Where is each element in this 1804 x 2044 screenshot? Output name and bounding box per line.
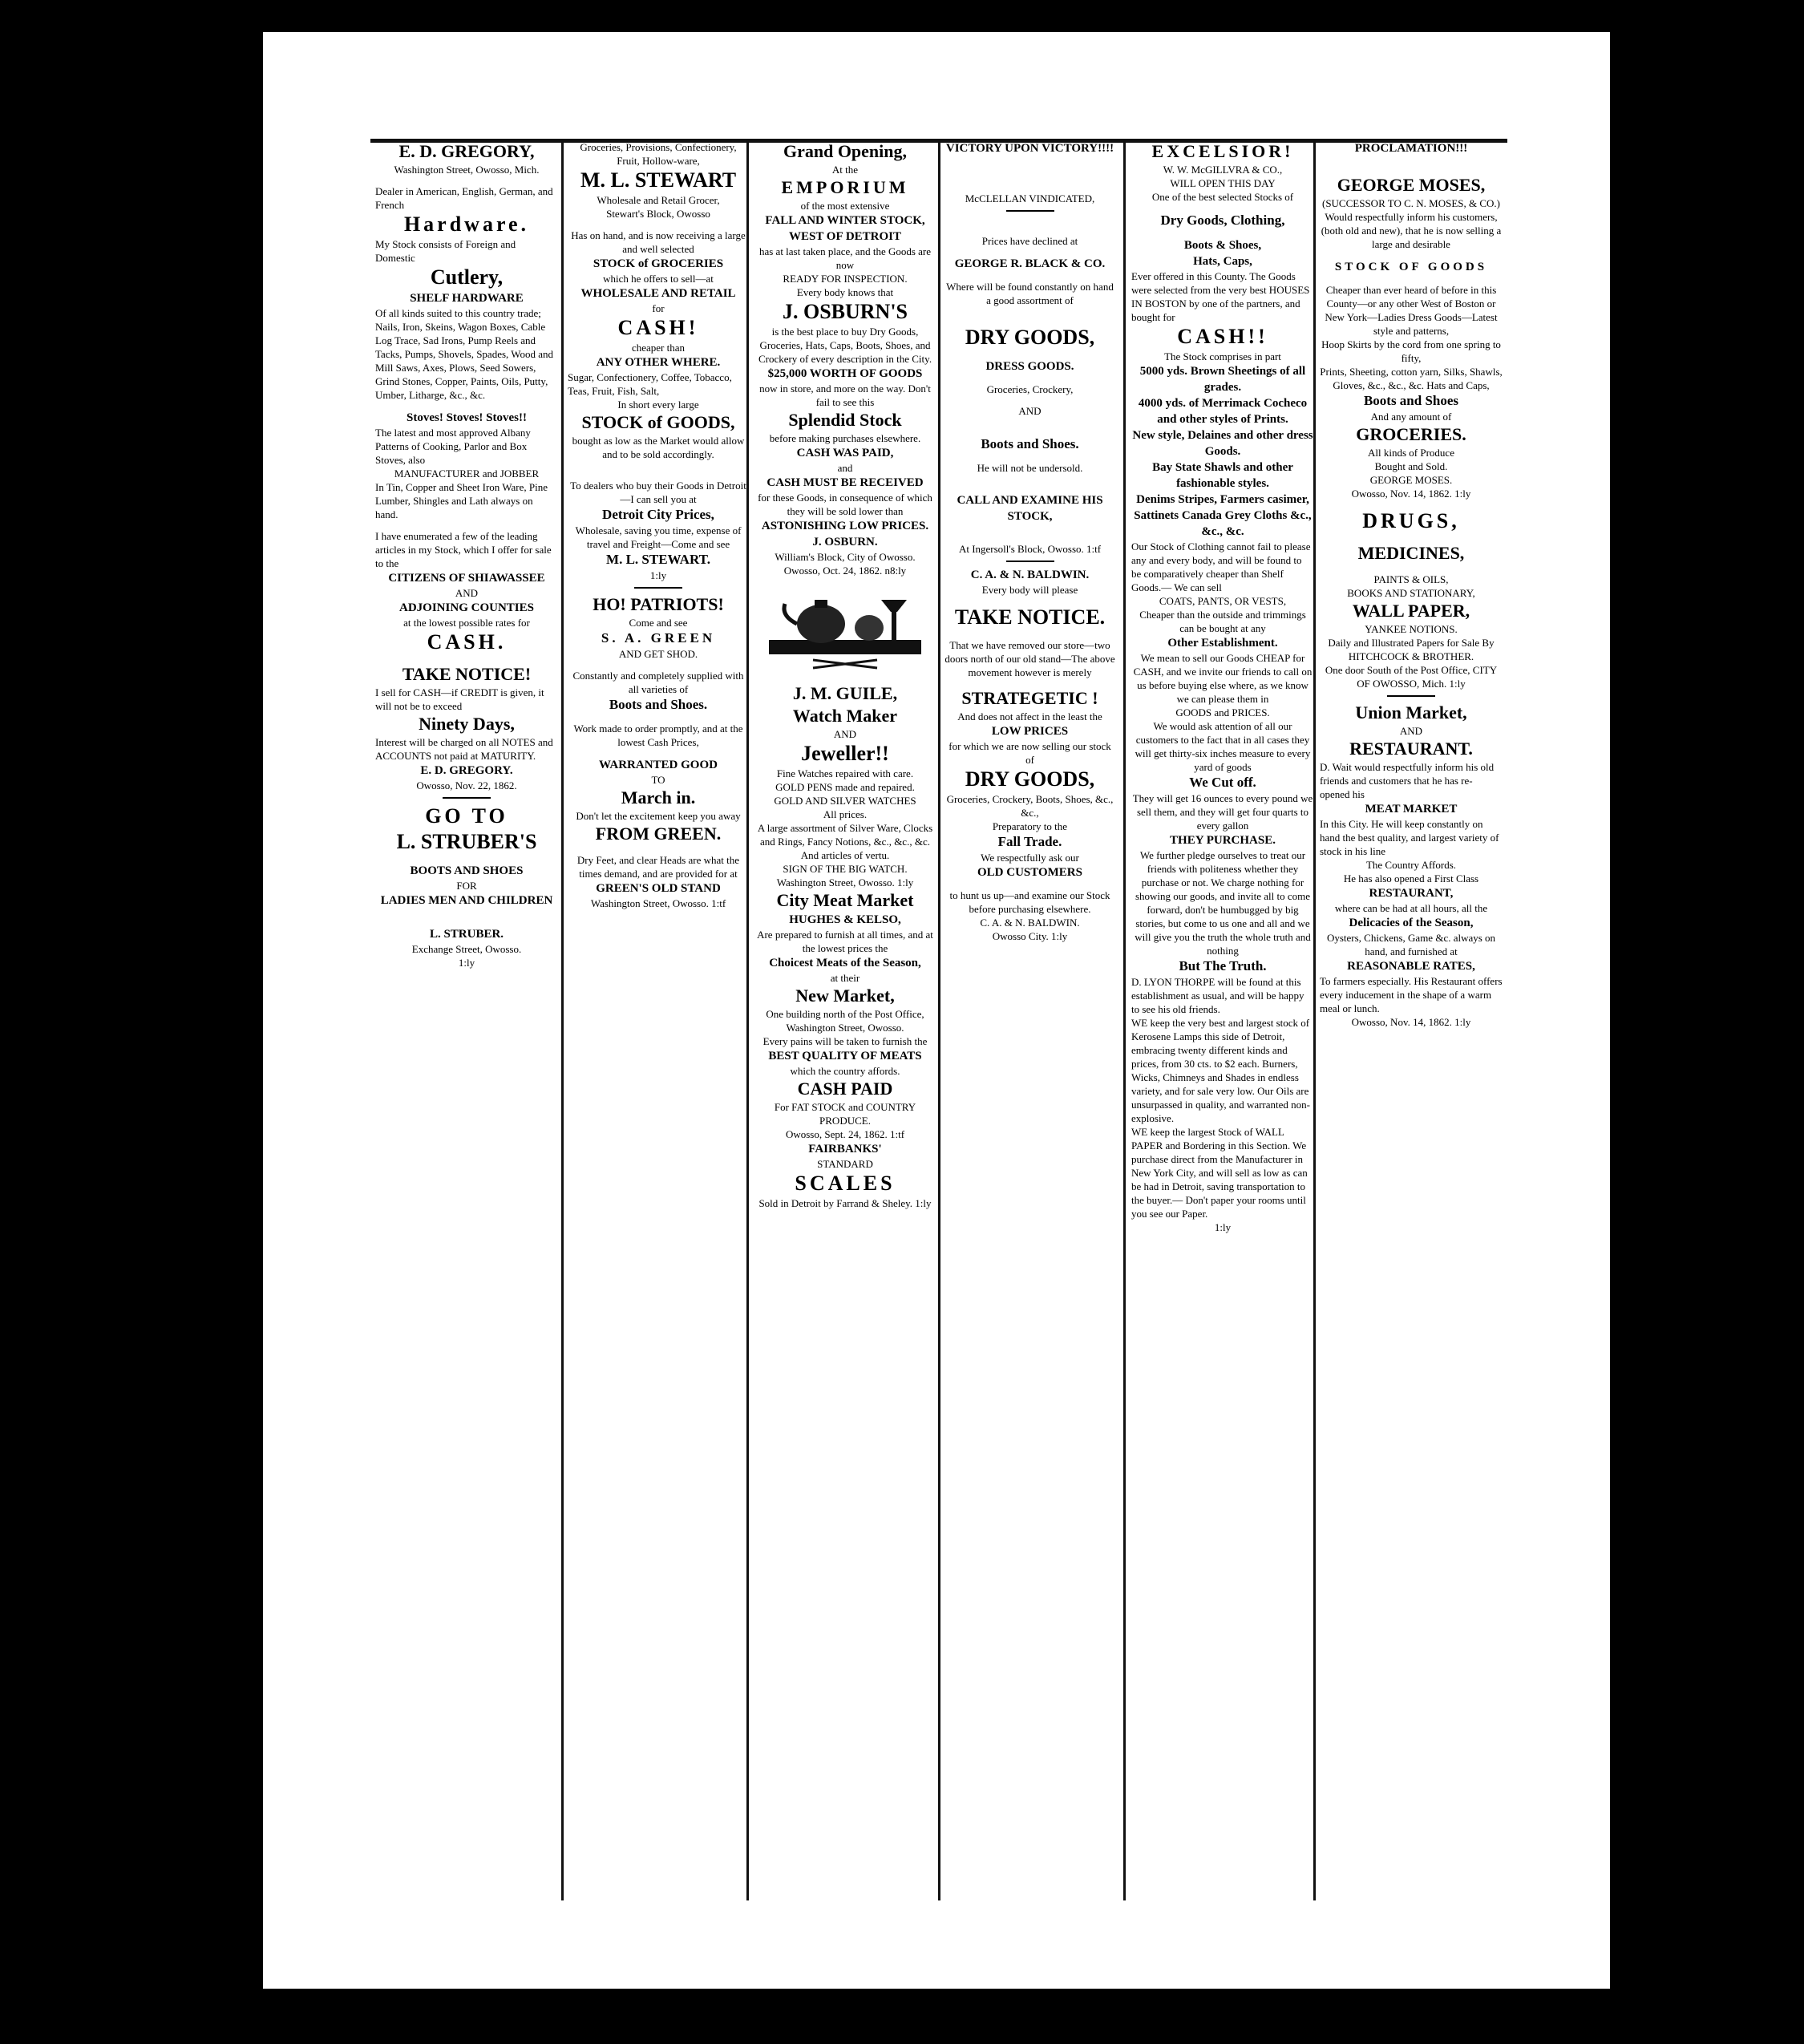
ad-subheading: MEAT MARKET: [1365, 803, 1458, 816]
ad-text: for: [652, 302, 665, 314]
ad-heading: GO TO: [425, 804, 508, 828]
ad-text: Prices have declined at: [981, 235, 1078, 247]
ad-text: of the most extensive: [800, 200, 890, 212]
ad-text: PAINTS & OILS,: [1373, 573, 1449, 585]
ad-title: C. A. & N. BALDWIN.: [970, 569, 1090, 581]
ad-text: Sugar, Confectionery, Coffee, Tobacco, Teas, Fruit, Fish, Salt,: [568, 371, 732, 397]
ad-text: To dealers who buy their Goods in Detroit—I can sell you at: [570, 480, 746, 505]
ad-heading: EXCELSIOR!: [1151, 141, 1294, 161]
ad-text: Are prepared to furnish at all times, and at the lowest prices the: [757, 929, 933, 954]
ad-heading: We Cut off.: [1189, 775, 1256, 790]
ad-heading: WALL PAPER,: [1352, 601, 1470, 621]
ad-text: Where will be found constantly on hand a good assortment of: [946, 281, 1114, 306]
ad-text: which the country affords.: [790, 1065, 900, 1077]
ad-heading: HO! PATRIOTS!: [593, 594, 724, 614]
ad-subheading: LOW PRICES: [991, 725, 1069, 738]
ad-address: Washington Street, Owosso. 1:ly: [776, 876, 914, 888]
ad-heading: MEDICINES,: [1357, 543, 1465, 563]
ad-text: before making purchases elsewhere.: [769, 432, 921, 444]
ad-subheading: New style, Delaines and other dress Goods.: [1132, 429, 1313, 458]
ad-text: Every pains will be taken to furnish the: [762, 1035, 928, 1047]
ad-text: Of all kinds suited to this country trade; Nails, Iron, Skeins, Wagon Boxes, Cable Log Trace, Sad Irons, Pump Reels and Tacks, Pumps, Shovels, Spades, Wood and Mill Saws, Axes, Plows, Seed Sowers, Grind Stones, Copper, Paints, Oils, Putty, Umber, Litharge, &c., &c.: [375, 307, 554, 401]
ad-address: William's Block, City of Owosso.: [775, 551, 916, 563]
ad-text: 1:ly: [458, 957, 475, 969]
ad-text: And articles of vertu.: [800, 849, 890, 861]
ad-text: We mean to sell our Goods CHEAP for CASH, and we invite our friends to call on us before buying else where, as we know we can please them in: [1133, 652, 1313, 705]
ad-subheading: LADIES MEN AND CHILDREN: [380, 894, 553, 907]
ad-subheading: WARRANTED GOOD: [599, 759, 718, 771]
ad-subheading: ANY OTHER WHERE.: [596, 356, 721, 369]
ad-signature: GEORGE MOSES.: [1369, 474, 1453, 486]
ad-text: MANUFACTURER and JOBBER: [394, 467, 540, 480]
ad-text: READY FOR INSPECTION.: [783, 273, 908, 285]
ad-address: Stewart's Block, Owosso: [606, 208, 710, 220]
ad-text: A large assortment of Silver Ware, Clocks and Rings, Fancy Notions, &c., &c., &c.: [757, 822, 933, 848]
ad-text: Don't let the excitement keep you away: [576, 810, 741, 822]
ad-text: SIGN OF THE BIG WATCH.: [783, 863, 908, 875]
ad-text: Cheaper than the outside and trimmings can be bought at any: [1139, 609, 1306, 634]
ad-text: Every body knows that: [796, 286, 894, 298]
ad-subheading: Hats, Caps,: [1193, 255, 1252, 268]
ad-subheading: CASH WAS PAID,: [796, 447, 894, 459]
ad-subheading: Delicacies of the Season,: [1349, 917, 1474, 929]
ad-subheading: RESTAURANT,: [1369, 887, 1454, 900]
ad-text: And does not affect in the least the: [957, 710, 1102, 722]
ad-text: which he offers to sell—at: [603, 273, 714, 285]
ad-heading: VICTORY UPON VICTORY!!!!: [945, 142, 1114, 155]
ad-subheading: DRESS GOODS.: [985, 360, 1074, 373]
ad-text: Wholesale and Retail Grocer,: [597, 194, 720, 206]
ad-heading: SCALES: [795, 1172, 896, 1195]
ad-text: We further pledge ourselves to treat our friends with politeness whether they purchase or not. We charge nothing for showing our goods, and invite all to come forward, don't be humbugged by big stories, but come to us one and all and we will give you the truth the whole truth and nothing: [1135, 849, 1311, 957]
ad-subheading: CALL AND EXAMINE HIS STOCK,: [957, 494, 1103, 523]
ad-text: My Stock consists of Foreign and Domestic: [375, 238, 516, 264]
ad-subheading: CASH MUST BE RECEIVED: [766, 476, 924, 489]
ad-subheading: FALL AND WINTER STOCK,: [765, 214, 925, 227]
ad-text: FOR: [456, 880, 477, 892]
ad-heading: Fall Trade.: [997, 834, 1062, 849]
ad-subheading: THEY PURCHASE.: [1170, 834, 1276, 847]
ad-heading: STRATEGETIC !: [961, 688, 1098, 708]
ad-text: Preparatory to the: [992, 820, 1068, 832]
ad-subheading: Other Establishment.: [1167, 637, 1278, 650]
ad-subheading: REASONABLE RATES,: [1347, 960, 1475, 973]
ad-text: COATS, PANTS, OR VESTS,: [1159, 595, 1287, 607]
ad-text: Interest will be charged on all NOTES and ACCOUNTS not paid at MATURITY.: [375, 736, 553, 762]
ad-text: Every body will please: [981, 584, 1078, 596]
ad-text: In short every large: [617, 399, 699, 411]
ad-heading: Cutlery,: [430, 265, 504, 289]
ad-text: STANDARD: [817, 1158, 873, 1170]
ad-text: AND: [1018, 405, 1042, 417]
ad-heading: Grand Opening,: [783, 141, 908, 161]
ad-address: Exchange Street, Owosso.: [411, 943, 522, 955]
ad-heading: CASH!!: [1177, 325, 1268, 348]
ad-title: E. D. GREGORY,: [398, 141, 535, 161]
ad-text: BOOKS AND STATIONARY,: [1347, 587, 1475, 599]
ad-text: Daily and Illustrated Papers for Sale By: [1328, 637, 1495, 649]
ad-subheading: ADJOINING COUNTIES: [399, 601, 534, 614]
ad-text: and: [837, 462, 853, 474]
ad-title: HITCHCOCK & BROTHER.: [1348, 650, 1474, 662]
ad-subheading: OLD CUSTOMERS: [977, 866, 1082, 879]
teapot-engraving-icon: [765, 584, 925, 672]
ad-heading: GROCERIES.: [1356, 424, 1466, 444]
ad-text: Come and see: [629, 617, 688, 629]
ad-text: 1:ly: [649, 569, 667, 581]
ad-text: for these Goods, in consequence of which they will be sold lower than: [758, 492, 932, 517]
ad-title: J. M. GUILE,: [792, 683, 898, 703]
ad-heading: TAKE NOTICE.: [954, 605, 1106, 629]
ad-text: WE keep the largest Stock of WALL PAPER and Bordering in this Section. We purchase direct from the Manufacturer in New York City, and will sell as low as can be had in Detroit, saving transportation to the buyer.— Don't paper your rooms until you see our Paper.: [1131, 1126, 1308, 1220]
ad-text: Dry Feet, and clear Heads are what the times demand, and are provided for at: [576, 854, 740, 880]
ad-text: AND: [455, 587, 479, 599]
ad-title: City Meat Market: [776, 890, 914, 910]
ad-heading: CASH.: [427, 630, 507, 654]
column-moses: [1315, 140, 1507, 1900]
ad-text: AND: [833, 728, 857, 740]
ad-heading: Watch Maker: [792, 706, 898, 726]
ad-date: Owosso, Oct. 24, 1862. n8:ly: [783, 565, 907, 577]
ad-text: Oysters, Chickens, Game &c. always on hand, and furnished at: [1326, 932, 1496, 957]
ad-text: They will get 16 ounces to every pound we sell them, and they will get four quarts to every gallon: [1132, 792, 1313, 832]
ad-text: I sell for CASH—if CREDIT is given, it will not be to exceed: [375, 686, 544, 712]
ad-subheading: Denims Stripes, Farmers casimer, Sattinets Canada Grey Cloths &c., &c., &c.: [1134, 493, 1312, 538]
ad-text: The Stock comprises in part: [1164, 350, 1281, 362]
ad-title: GEORGE MOSES,: [1337, 175, 1486, 195]
ad-text: 1:ly: [1214, 1221, 1232, 1233]
ad-subheading: Bay State Shawls and other fashionable styles.: [1152, 461, 1293, 490]
ad-heading: New Market,: [795, 986, 895, 1006]
ad-heading: But The Truth.: [1179, 958, 1267, 973]
ad-text: WILL OPEN THIS DAY: [1170, 177, 1276, 189]
ad-heading: STOCK of GOODS,: [581, 412, 735, 432]
ad-text: That we have removed our store—two doors north of our old stand—The above movement however is merely: [944, 639, 1115, 678]
ad-title: Union Market,: [1355, 702, 1467, 722]
ad-text: TO: [651, 774, 665, 786]
ad-heading: Boots and Shoes.: [981, 436, 1079, 451]
ad-text: Sold in Detroit by Farrand & Sheley. 1:ly: [758, 1197, 932, 1209]
ad-title: GEORGE R. BLACK & CO.: [954, 257, 1106, 270]
ad-text: One of the best selected Stocks of: [1151, 191, 1294, 203]
column-rule: [1123, 140, 1126, 1900]
ad-heading: Splendid Stock: [788, 410, 902, 430]
ad-heading: CASH PAID: [797, 1079, 893, 1099]
ad-text: Work made to order promptly, and at the lowest Cash Prices,: [573, 722, 743, 748]
ad-text: at their: [830, 972, 860, 984]
ad-text: GOODS and PRICES.: [1175, 706, 1270, 718]
ad-text: I have enumerated a few of the leading articles in my Stock, which I offer for sale to the: [375, 530, 552, 569]
ad-address: At Ingersoll's Block, Owosso. 1:tf: [958, 543, 1102, 555]
ad-text: (SUCCESSOR TO C. N. MOSES, & CO.): [1321, 197, 1500, 209]
ad-address: One door South of the Post Office, CITY OF OWOSSO, Mich. 1:ly: [1325, 664, 1498, 690]
ad-text: All kinds of Produce: [1368, 447, 1454, 459]
ad-text: Dealer in American, English, German, and French: [375, 185, 553, 211]
ad-text: We respectfully ask our: [981, 852, 1079, 864]
ad-text: GOLD PENS made and repaired.: [775, 781, 915, 793]
ad-text: Has on hand, and is now receiving a large and well selected: [571, 229, 746, 255]
ad-text: AND GET SHOD.: [618, 648, 698, 660]
ad-text: at the lowest possible rates for: [403, 617, 530, 629]
ad-heading: PROCLAMATION!!!: [1354, 142, 1468, 155]
ad-text: McCLELLAN VINDICATED,: [965, 192, 1095, 204]
ad-heading: FROM GREEN.: [595, 824, 722, 844]
ad-date: Owosso, Sept. 24, 1862. 1:tf: [785, 1128, 905, 1140]
ad-subheading: CITIZENS OF SHIAWASSEE: [388, 572, 545, 585]
ad-text: Cheaper than ever heard of before in this County—or any other West of Boston or New York—Ladies Dress Goods—Latest style and patterns,: [1325, 284, 1498, 337]
ad-text: D. LYON THORPE will be found at this establishment as usual, and will be happy to see his old friends.: [1131, 976, 1304, 1015]
ad-text: Ever offered in this County. The Goods were selected from the very best HOUSES IN BOSTON by one of the partners, and bought for: [1131, 270, 1310, 323]
ad-subheading: BEST QUALITY OF MEATS: [768, 1050, 922, 1062]
ad-text: Groceries, Provisions, Confectionery, Fruit, Hollow-ware,: [580, 141, 737, 167]
ad-address: Owosso City. 1:ly: [992, 930, 1068, 942]
ad-text: is the best place to buy Dry Goods, Groceries, Hats, Caps, Boots, Shoes, and Crockery of every description in the City.: [758, 326, 932, 365]
ad-text: The latest and most approved Albany Patterns of Cooking, Parlor and Box Stoves, also: [375, 427, 531, 466]
ad-text: Our Stock of Clothing cannot fail to please any and every body, and will be found to be comparatively cheaper than Shelf Goods.— We can sell: [1131, 540, 1311, 593]
ad-date: Owosso, Nov. 22, 1862.: [416, 779, 517, 791]
ad-subheading: SHELF HARDWARE: [410, 292, 524, 305]
ad-text: where can be had at all hours, all the: [1334, 902, 1488, 914]
ad-text: And any amount of: [1370, 411, 1452, 423]
ad-address: Washington Street, Owosso. 1:tf: [590, 897, 726, 909]
ad-date: Owosso, Nov. 14, 1862. 1:ly: [1351, 488, 1471, 500]
ad-text: He has also opened a First Class: [1343, 872, 1479, 884]
ad-text: At the: [831, 164, 859, 176]
ad-text: now in store, and more on the way. Don't fail to see this: [759, 382, 931, 408]
ad-heading: L. STRUBER'S: [396, 830, 537, 853]
ad-subheading: WEST OF DETROIT: [788, 230, 902, 243]
ad-text: D. Wait would respectfully inform his old friends and customers that he has re-opened his: [1320, 761, 1495, 800]
ad-signature: C. A. & N. BALDWIN.: [980, 917, 1080, 929]
ad-title: W. W. McGILLVRA & CO.,: [1163, 164, 1283, 176]
ad-subheading: STOCK OF GOODS: [1334, 261, 1488, 273]
ad-subheading: FAIRBANKS': [808, 1143, 882, 1156]
ad-heading: CASH!: [617, 316, 699, 339]
ad-subheading: Detroit City Prices,: [602, 507, 714, 522]
column-mcgillvra: [1126, 140, 1319, 1900]
ad-text: In this City. He will keep constantly on hand the best quality, and largest variety of stock in his line: [1320, 818, 1499, 857]
ad-text: The Country Affords.: [1365, 859, 1457, 871]
ad-text: In Tin, Copper and Sheet Iron Ware, Pine Lumber, Shingles and Lath always on hand.: [375, 481, 548, 520]
ad-title: EMPORIUM: [781, 177, 909, 197]
ad-text: Bought and Sold.: [1374, 460, 1448, 472]
ad-text: We would ask attention of all our customers to the fact that in all cases they will get thirty-six inches measure to every yard of goods: [1135, 720, 1311, 773]
ad-signature: M. L. STEWART.: [606, 552, 710, 567]
ad-heading: Dry Goods, Clothing,: [1160, 212, 1285, 228]
ad-text: One building north of the Post Office, Washington Street, Owosso.: [766, 1008, 924, 1034]
ad-heading: DRY GOODS,: [965, 326, 1095, 349]
ad-date: Owosso, Nov. 14, 1862. 1:ly: [1351, 1016, 1471, 1028]
ad-subheading: 4000 yds. of Merrimack Cocheco and other styles of Prints.: [1138, 397, 1308, 426]
ad-text: Fine Watches repaired with care.: [776, 767, 914, 779]
ad-text: has at last taken place, and the Goods are now: [758, 245, 932, 271]
ad-text: Groceries, Crockery, Boots, Shoes, &c., &c.,: [946, 793, 1114, 819]
ad-signature: E. D. GREGORY.: [420, 764, 513, 777]
ad-text: YANKEE NOTIONS.: [1365, 623, 1458, 635]
ad-text: For FAT STOCK and COUNTRY PRODUCE.: [774, 1101, 916, 1127]
ad-text: Wholesale, saving you time, expense of travel and Freight—Come and see: [575, 524, 742, 550]
ad-text: Constantly and completely supplied with all varieties of: [572, 670, 744, 695]
ad-signature: L. STRUBER.: [429, 928, 504, 941]
ad-heading: TAKE NOTICE!: [402, 664, 532, 684]
ad-heading: Ninety Days,: [419, 714, 515, 734]
column-stewart: [563, 140, 754, 1900]
ad-title: J. OSBURN'S: [782, 300, 908, 323]
ad-subheading: $25,000 WORTH OF GOODS: [767, 367, 923, 380]
ad-title: M. L. STEWART: [580, 168, 737, 192]
ad-heading: DRUGS,: [1362, 509, 1460, 532]
ad-subheading: Stoves! Stoves! Stoves!!: [407, 411, 527, 424]
ad-address: Washington Street, Owosso, Mich.: [394, 164, 540, 176]
ad-heading: Boots and Shoes: [1363, 393, 1459, 408]
column-baldwin: [940, 140, 1120, 1900]
ad-text: cheaper than: [631, 342, 686, 354]
ad-subheading: ASTONISHING LOW PRICES.: [761, 520, 929, 532]
ad-text: To farmers especially. His Restaurant offers every inducement in the shape of a warm meal or lunch.: [1320, 975, 1503, 1014]
column-gregory: [370, 140, 563, 1900]
ad-subheading: BOOTS AND SHOES: [410, 864, 524, 877]
ad-title: S. A. GREEN: [601, 630, 716, 646]
ad-signature: J. OSBURN.: [812, 536, 878, 548]
ad-text: to hunt us up—and examine our Stock before purchasing elsewhere.: [949, 889, 1110, 915]
ad-text: Groceries, Crockery,: [986, 383, 1074, 395]
ad-text: Prints, Sheeting, cotton yarn, Silks, Shawls, Gloves, &c., &c., &c. Hats and Caps,: [1320, 366, 1503, 391]
ad-heading: Jeweller!!: [801, 742, 889, 765]
ad-heading: Hardware.: [403, 212, 530, 236]
ad-heading: RESTAURANT.: [1349, 739, 1473, 759]
ad-text: GOLD AND SILVER WATCHES: [774, 795, 916, 807]
ad-heading: DRY GOODS,: [965, 767, 1095, 791]
ad-subheading: WHOLESALE AND RETAIL: [580, 287, 736, 300]
ad-text: Hoop Skirts by the cord from one spring to fifty,: [1321, 338, 1501, 364]
ad-subheading: 5000 yds. Brown Sheetings of all grades.: [1139, 365, 1306, 394]
ad-subheading: STOCK of GROCERIES: [593, 257, 724, 270]
ad-subheading: HUGHES & KELSO,: [789, 913, 901, 926]
ad-text: He will not be undersold.: [977, 462, 1083, 474]
ad-text: AND: [1399, 725, 1423, 737]
ad-text: All prices.: [823, 808, 868, 820]
ad-text: WE keep the very best and largest stock of Kerosene Lamps this side of Detroit, embracing twenty different kinds and prices, from 30 cts. to $2 each. Burners, Wicks, Chimneys and Shades in endless variety, and for sale very low. Our Oils are unsurpassed in quality, and warranted non-explosive.: [1131, 1017, 1310, 1124]
ad-text: for which we are now selling our stock of: [949, 740, 1111, 766]
ad-text: Would respectfully inform his customers, (both old and new), that he is now selling a large and desirable: [1321, 211, 1502, 250]
ad-text: bought as low as the Market would allow and to be sold accordingly.: [572, 435, 745, 460]
ad-heading: March in.: [621, 787, 696, 807]
ad-subheading: Boots & Shoes,: [1183, 239, 1262, 252]
ad-subheading: Boots and Shoes.: [609, 697, 708, 712]
ad-subheading: GREEN'S OLD STAND: [596, 882, 721, 895]
column-osburn: [748, 140, 942, 1900]
ad-subheading: Choicest Meats of the Season,: [769, 957, 921, 969]
